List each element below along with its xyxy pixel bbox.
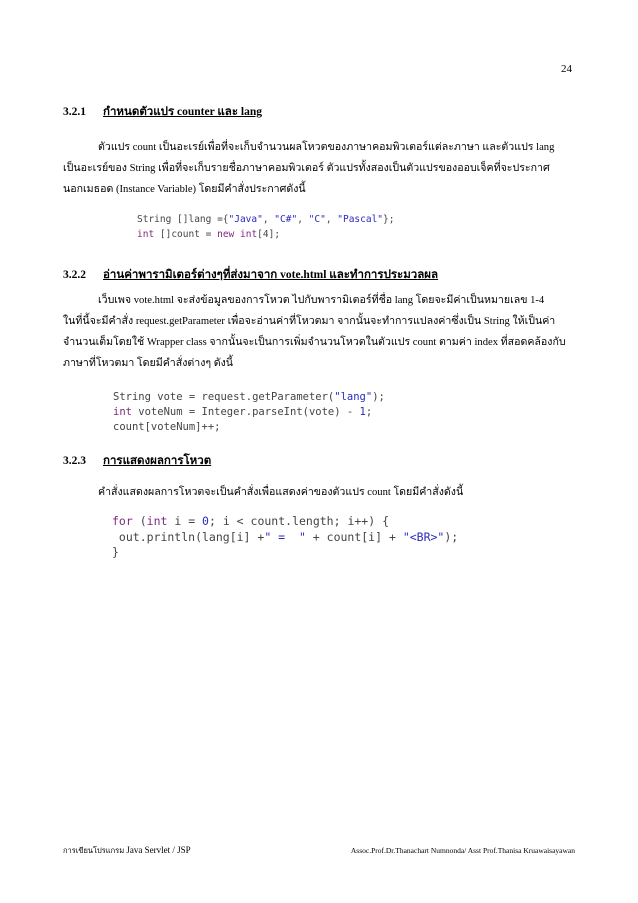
code-line: out.println(lang[i] +" = " + count[i] + "<BR>");: [112, 529, 459, 544]
section-heading-3-2-1: [63, 103, 262, 121]
section-paragraph: [63, 290, 566, 374]
code-line: for (int i = 0; i < count.length; i++) {: [112, 514, 389, 528]
paragraph-line: ในที่นี้จะมีคำสั่ง request.getParameter เพื่อจะอ่านค่าที่โหวตมา จากนั้นจะทำการแปลงค่าซึ่งเป็น String ให้เป็นค่า: [63, 316, 556, 327]
code-block: [113, 390, 385, 435]
code-line: }: [112, 545, 119, 559]
paragraph-line: ภาษาที่โหวตมา โดยมีคำสั่งต่างๆ ดังนี้: [63, 358, 233, 369]
code-line: String []lang ={"Java", "C#", "C", "Pascal"};: [137, 214, 395, 225]
page-number: 24: [561, 63, 572, 75]
paragraph-line: เป็นอะเรย์ของ String เพื่อที่จะเก็บรายชื่อภาษาคอมพิวเตอร์ ตัวแปรทั้งสองเป็นตัวแปรของออบเจ็คที่จะประกาศ: [63, 163, 550, 174]
code-block: [112, 514, 458, 561]
section-paragraph: [63, 137, 554, 200]
section-title: การแสดงผลการโหวต: [103, 455, 212, 467]
paragraph-line: ตัวแปร count เป็นอะเรย์เพื่อที่จะเก็บจำนวนผลโหวตของภาษาคอมพิวเตอร์แต่ละภาษา และตัวแปร lang: [98, 142, 555, 153]
section-title: อ่านค่าพารามิเตอร์ต่างๆที่ส่งมาจาก vote.html และทำการประมวลผล: [103, 269, 439, 281]
footer-left: [63, 845, 191, 857]
code-block: [137, 212, 394, 242]
code-line: String vote = request.getParameter("lang");: [113, 391, 385, 403]
footer-thai-label: การเขียนโปรแกรม: [63, 846, 125, 855]
section-number: 3.2.2: [63, 269, 86, 281]
section-paragraph: [63, 482, 463, 503]
paragraph-line: นอกเมธอด (Instance Variable) โดยมีคำสั่งประกาศดังนี้: [63, 184, 306, 195]
section-heading-3-2-3: [63, 452, 211, 470]
code-line: count[voteNum]++;: [113, 421, 221, 433]
paragraph-line: จำนวนเต็มโดยใช้ Wrapper class จากนั้นจะเป็นการเพิ่มจำนวนโหวตในตัวแปร count ตามค่า index ที่สอดคล้องกับ: [63, 337, 566, 348]
code-line: int voteNum = Integer.parseInt(vote) - 1;: [113, 406, 373, 418]
section-number: 3.2.1: [63, 106, 86, 118]
footer-authors: Assoc.Prof.Dr.Thanachart Numnonda/ Asst Prof.Thanisa Kruawaisayawan: [350, 846, 575, 855]
paragraph-line: เว็บเพจ vote.html จะส่งข้อมูลของการโหวต ไปกับพารามิเตอร์ที่ชื่อ lang โดยจะมีค่าเป็นหมายเลข 1-4: [98, 295, 545, 306]
section-heading-3-2-2: [63, 266, 438, 284]
section-number: 3.2.3: [63, 455, 86, 467]
section-title: กำหนดตัวแปร counter และ lang: [103, 106, 262, 118]
footer-course-title: Java Servlet / JSP: [126, 845, 191, 855]
paragraph-line: คำสั่งแสดงผลการโหวตจะเป็นคำสั่งเพื่อแสดงค่าของตัวแปร count โดยมีคำสั่งดังนี้: [98, 487, 464, 498]
code-line: int []count = new int[4];: [137, 229, 281, 240]
